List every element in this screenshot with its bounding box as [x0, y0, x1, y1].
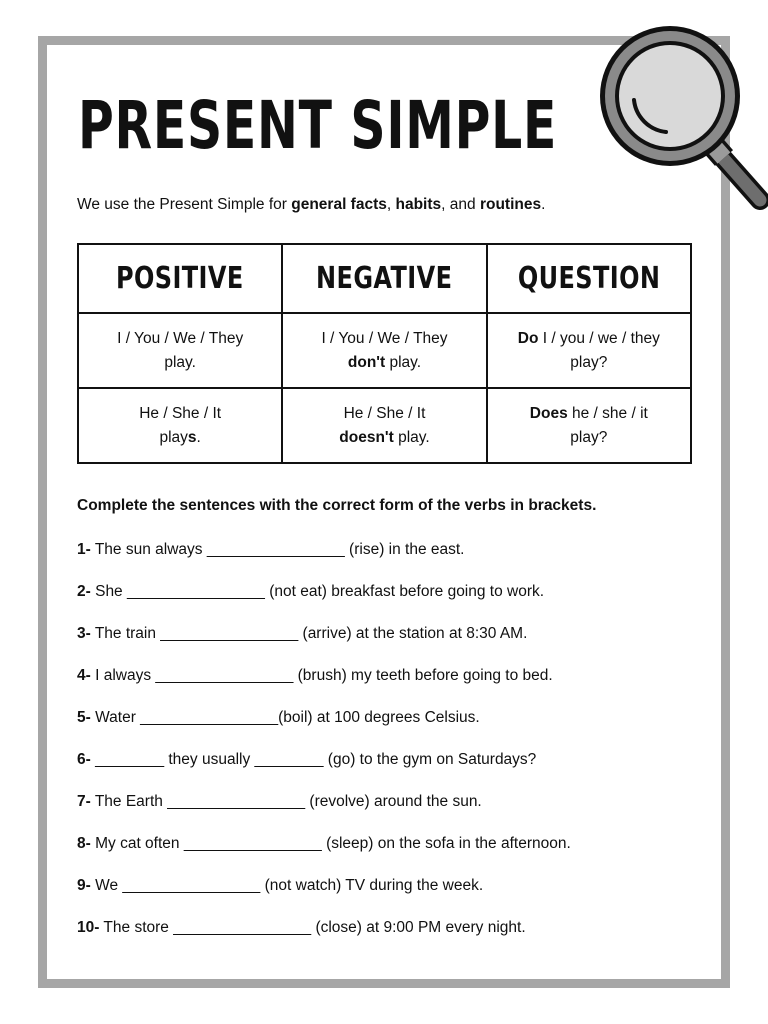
exercise-item: 1- The sun always ________________ (rise) in the east.	[77, 541, 465, 558]
exercise-item: 9- We ________________ (not watch) TV during the week.	[77, 877, 484, 894]
magnifying-glass-icon	[592, 18, 768, 218]
intro-text	[77, 195, 545, 215]
table-row	[78, 388, 691, 463]
table-row	[78, 313, 691, 388]
header-positive: POSITIVE	[78, 244, 282, 313]
exercise-item: 8- My cat often ________________ (sleep) on the sofa in the afternoon.	[77, 835, 571, 852]
cell-question-plural: Do I / you / we / they play?	[487, 313, 691, 388]
intro-bold-habits: habits	[395, 196, 442, 213]
table-header-row	[78, 244, 691, 313]
exercise-item: 6- ________ they usually ________ (go) to the gym on Saturdays?	[77, 751, 537, 768]
cell-negative-plural: I / You / We / They don't play.	[282, 313, 486, 388]
cell-negative-singular: He / She / It doesn't play.	[282, 388, 486, 463]
exercise-item: 5- Water ________________(boil) at 100 degrees Celsius.	[77, 709, 480, 726]
exercise-instructions: Complete the sentences with the correct form of the verbs in brackets.	[77, 497, 597, 514]
cell-positive-singular: He / She / It plays.	[78, 388, 282, 463]
intro-bold-general-facts: general facts	[291, 196, 387, 213]
exercise-item: 2- She ________________ (not eat) breakfast before going to work.	[77, 583, 545, 600]
exercise-item: 4- I always ________________ (brush) my teeth before going to bed.	[77, 667, 553, 684]
page-title: PRESENT SIMPLE	[78, 87, 558, 164]
exercise-item: 7- The Earth ________________ (revolve) around the sun.	[77, 793, 482, 810]
exercise-item: 10- The store ________________ (close) at 9:00 PM every night.	[77, 919, 526, 936]
intro-text-part: .	[541, 196, 546, 213]
exercise-item: 3- The train ________________ (arrive) at the station at 8:30 AM.	[77, 625, 528, 642]
grammar-table	[77, 243, 692, 464]
intro-bold-routines: routines	[479, 196, 542, 213]
cell-positive-plural: I / You / We / They play.	[78, 313, 282, 388]
intro-text-part: We use the Present Simple for	[77, 196, 292, 213]
intro-text-part: , and	[441, 196, 480, 213]
cell-question-singular: Does he / she / it play?	[487, 388, 691, 463]
intro-text-part: ,	[386, 196, 396, 213]
exercise-list	[77, 539, 571, 959]
header-negative: NEGATIVE	[282, 244, 486, 313]
header-question: QUESTION	[487, 244, 691, 313]
